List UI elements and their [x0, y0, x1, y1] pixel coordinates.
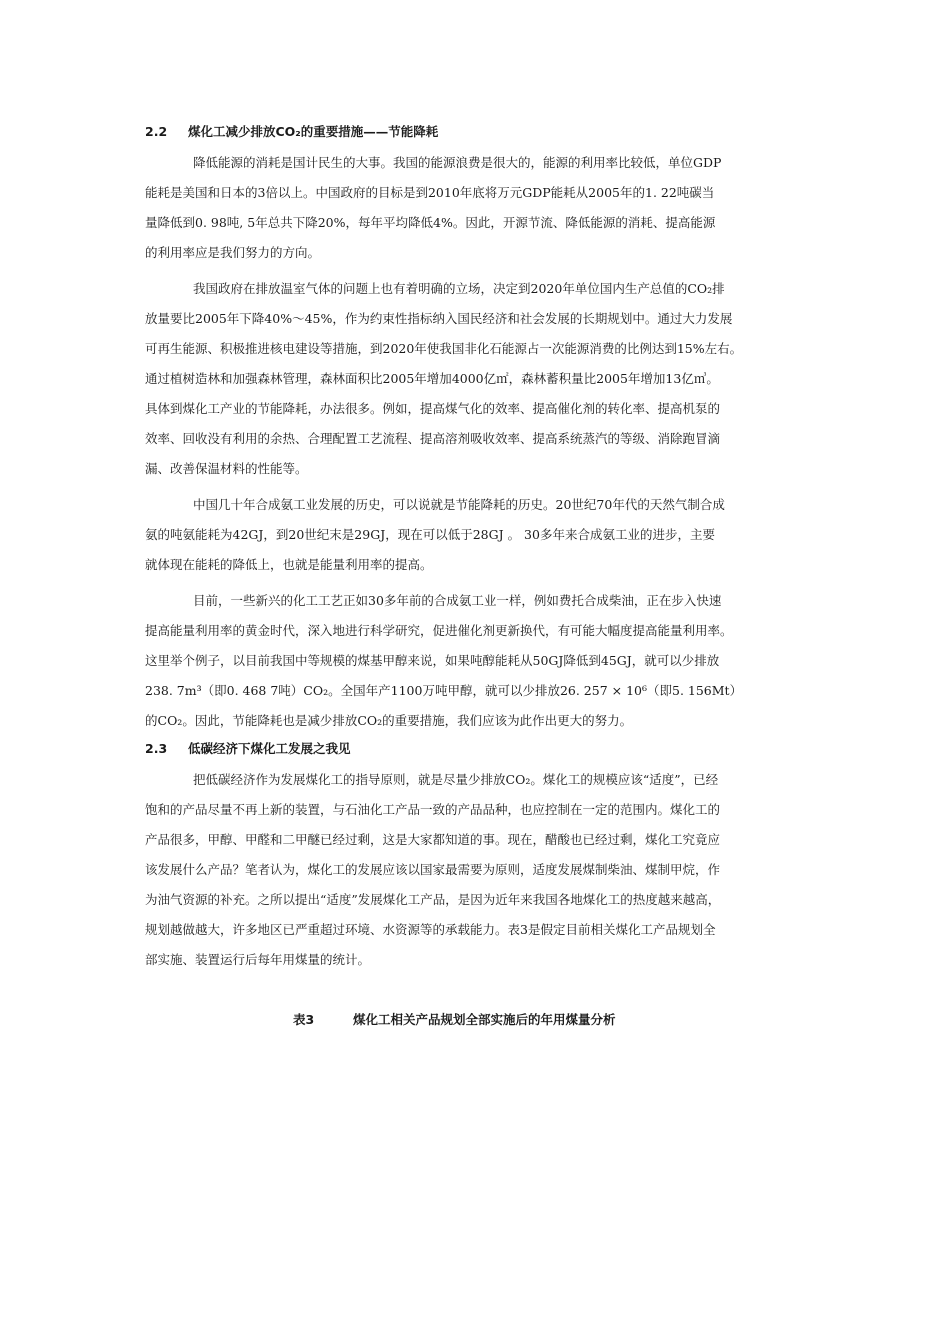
paragraph-line: 具体到煤化工产业的节能降耗，办法很多。例如，提高煤气化的效率、提高催化剂的转化率、提高机泵的	[145, 401, 721, 416]
paragraph-line: 放量要比2005年下降40%～45%，作为约束性指标纳入国民经济和社会发展的长期规划中。通过大力发展	[145, 311, 733, 326]
section-number: 2.2	[145, 124, 168, 139]
paragraph-line: 可再生能源、积极推进核电建设等措施，到2020年使我国非化石能源占一次能源消费的比例达到15%左右。	[145, 341, 743, 356]
paragraph-line: 把低碳经济作为发展煤化工的指导原则，就是尽量少排放CO₂。煤化工的规模应该“适度”，已经	[193, 772, 719, 787]
table-number: 表3	[293, 1012, 315, 1027]
paragraph-line: 的CO₂。因此，节能降耗也是减少排放CO₂的重要措施，我们应该为此作出更大的努力。	[145, 713, 633, 728]
paragraph-line: 量降低到0. 98吨, 5年总共下降20%，每年平均降低4%。因此，开源节流、降低能源的消耗、提高能源	[145, 215, 716, 230]
paragraph-line: 这里举个例子，以目前我国中等规模的煤基甲醇来说，如果吨醇能耗从50GJ降低到45GJ，就可以少排放	[145, 653, 720, 668]
paragraph-line: 产品很多，甲醇、甲醛和二甲醚已经过剩，这是大家都知道的事。现在，醋酸也已经过剩，煤化工究竟应	[145, 832, 721, 847]
table-title: 煤化工相关产品规划全部实施后的年用煤量分析	[353, 1012, 616, 1027]
paragraph-line: 的利用率应是我们努力的方向。	[145, 245, 321, 260]
paragraph-line: 目前，一些新兴的化工工艺正如30多年前的合成氨工业一样，例如费托合成柴油，正在步入快速	[193, 593, 722, 608]
document-body	[145, 121, 815, 1031]
paragraph-line: 提高能量利用率的黄金时代，深入地进行科学研究，促进催化剂更新换代，有可能大幅度提高能量利用率。	[145, 623, 733, 638]
paragraph-line: 238. 7m³（即0. 468 7吨）CO₂。全国年产1100万吨甲醇，就可以少排放26. 257 × 10⁶（即5. 156Mt）	[145, 683, 743, 698]
section-2-3-body	[145, 765, 815, 975]
paragraph-line: 就体现在能耗的降低上，也就是能量利用率的提高。	[145, 557, 433, 572]
paragraph	[145, 148, 815, 268]
section-title: 低碳经济下煤化工发展之我见	[188, 741, 351, 756]
section-2-3-heading	[145, 738, 815, 760]
section-2-2-body	[145, 148, 815, 736]
paragraph-line: 为油气资源的补充。之所以提出“适度”发展煤化工产品，是因为近年来我国各地煤化工的热度越来越高，	[145, 892, 721, 907]
paragraph-line: 中国几十年合成氨工业发展的历史，可以说就是节能降耗的历史。20世纪70年代的天然气制合成	[193, 497, 725, 512]
paragraph	[145, 274, 815, 484]
paragraph-line: 该发展什么产品？笔者认为，煤化工的发展应该以国家最需要为原则，适度发展煤制柴油、煤制甲烷，作	[145, 862, 721, 877]
paragraph-line: 通过植树造林和加强森林管理，森林面积比2005年增加4000亿㎡，森林蓄积量比2005年增加13亿㎥。	[145, 371, 719, 386]
paragraph-line: 漏、改善保温材料的性能等。	[145, 461, 308, 476]
paragraph	[145, 586, 815, 736]
paragraph-line: 饱和的产品尽量不再上新的装置，与石油化工产品一致的产品品种，也应控制在一定的范围内。煤化工的	[145, 802, 721, 817]
paragraph-line: 氨的吨氨能耗为42GJ，到20世纪末是29GJ，现在可以低于28GJ 。 30多年来合成氨工业的进步，主要	[145, 527, 715, 542]
table-caption	[145, 1009, 815, 1031]
paragraph-line: 我国政府在排放温室气体的问题上也有着明确的立场，决定到2020年单位国内生产总值的CO₂排	[193, 281, 725, 296]
section-2-2-heading	[145, 121, 815, 143]
section-number: 2.3	[145, 741, 168, 756]
paragraph-line: 规划越做越大，许多地区已严重超过环境、水资源等的承载能力。表3是假定目前相关煤化工产品规划全	[145, 922, 716, 937]
paragraph-line: 降低能源的消耗是国计民生的大事。我国的能源浪费是很大的，能源的利用率比较低，单位GDP	[193, 155, 722, 170]
paragraph	[145, 765, 815, 975]
paragraph-line: 部实施、装置运行后每年用煤量的统计。	[145, 952, 371, 967]
section-title: 煤化工减少排放CO₂的重要措施——节能降耗	[188, 124, 439, 139]
paragraph-line: 能耗是美国和日本的3倍以上。中国政府的目标是到2010年底将万元GDP能耗从2005年的1. 22吨碳当	[145, 185, 715, 200]
paragraph	[145, 490, 815, 580]
paragraph-line: 效率、回收没有利用的余热、合理配置工艺流程、提高溶剂吸收效率、提高系统蒸汽的等级、消除跑冒滴	[145, 431, 721, 446]
